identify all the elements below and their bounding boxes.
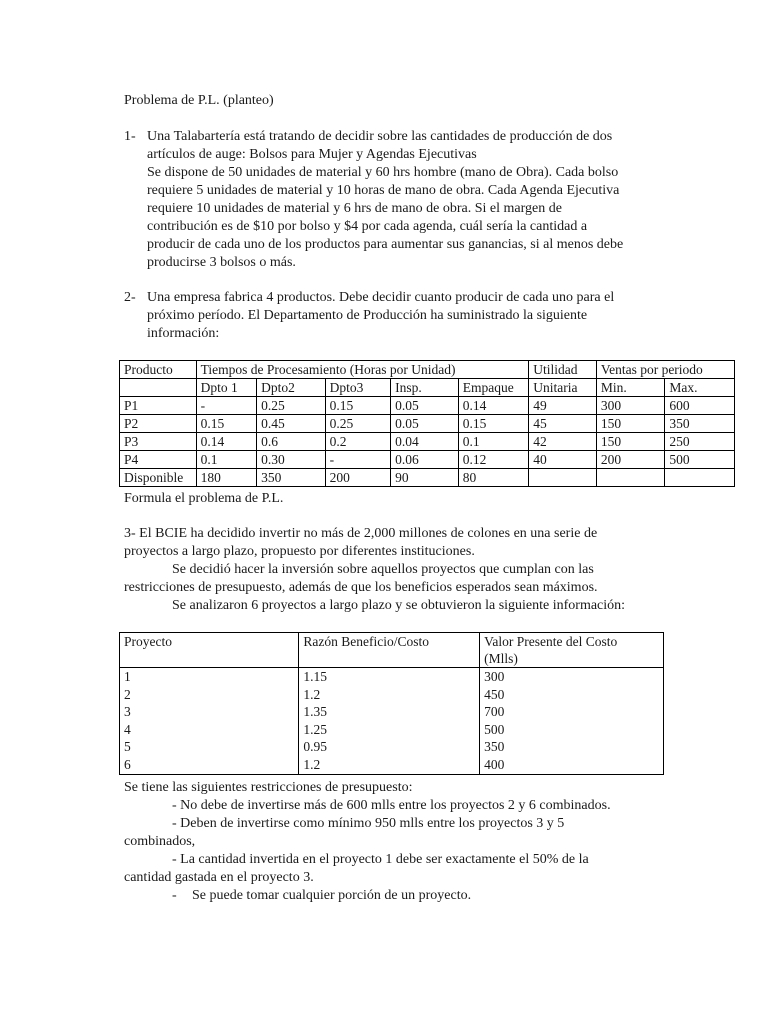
restriction-2: - Deben de invertirse como mínimo 950 mlls entre los proyectos 3 y 5 xyxy=(172,816,565,831)
table-cell: 42 xyxy=(529,433,597,451)
table-cell: 300 xyxy=(596,397,665,415)
table-cell: 0.12 xyxy=(458,451,529,469)
restriction-4-dash: - xyxy=(172,888,177,903)
table-row xyxy=(120,397,735,415)
table-cell: 1.15 xyxy=(303,669,328,684)
table-cell: 350 xyxy=(484,739,505,755)
restriction-2-cont: combinados, xyxy=(124,834,196,849)
problem-1-line: Una Talabartería está tratando de decidir sobre las cantidades de producción de dos xyxy=(147,129,613,144)
table-cell: 0.25 xyxy=(325,415,391,433)
header-producto: Producto xyxy=(120,361,197,379)
problem-1-line: requiere 10 unidades de material y 6 hrs de mano de obra. Si el margen de xyxy=(147,201,562,216)
problem-3-line: 3- El BCIE ha decidido invertir no más de 2,000 millones de colones en una serie de xyxy=(124,526,598,541)
table-cell: 1 xyxy=(124,669,131,684)
table-cell: 1.2 xyxy=(303,756,321,772)
restriction-1: - No debe de invertirse más de 600 mlls entre los proyectos 2 y 6 combinados. xyxy=(172,798,611,813)
table-cell: 500 xyxy=(484,721,505,737)
table-cell: 0.15 xyxy=(458,415,529,433)
problem-1-line: contribución es de $10 por bolso y $4 por cada agenda, cuál sería la cantidad a xyxy=(147,219,588,234)
header-valor-line: Valor Presente del Costo xyxy=(484,634,618,649)
header-ventas: Ventas por periodo xyxy=(596,361,734,379)
production-table xyxy=(119,360,735,487)
table-cell: P1 xyxy=(120,397,197,415)
projects-table xyxy=(119,632,664,775)
table-cell: - xyxy=(196,397,256,415)
problem-3-line: proyectos a largo plazo, propuesto por diferentes instituciones. xyxy=(124,544,475,559)
table-cell: 0.15 xyxy=(196,415,256,433)
table-cell: 0.25 xyxy=(257,397,326,415)
table-cell: 350 xyxy=(665,415,735,433)
table-cell: 180 xyxy=(196,469,256,487)
table-cell: Min. xyxy=(596,379,665,397)
table-cell xyxy=(120,379,197,397)
table-cell: 500 xyxy=(665,451,735,469)
table-cell: Dpto 1 xyxy=(196,379,256,397)
restriction-3: - La cantidad invertida en el proyecto 1 debe ser exactamente el 50% de la xyxy=(172,852,589,867)
table-cell: 3 xyxy=(124,704,131,720)
table-cell: P4 xyxy=(120,451,197,469)
table-cell: 300 xyxy=(484,669,505,684)
table-row xyxy=(120,433,735,451)
problem-2-line: Una empresa fabrica 4 productos. Debe decidir cuanto producir de cada uno para el xyxy=(147,290,615,305)
table-cell: Unitaria xyxy=(529,379,597,397)
problem-1-line: producirse 3 bolsos o más. xyxy=(147,255,296,270)
table-row xyxy=(120,415,735,433)
razon-column xyxy=(299,668,480,775)
valor-column xyxy=(480,668,664,775)
table-cell: 0.1 xyxy=(458,433,529,451)
problem-2-text xyxy=(124,289,664,343)
table-cell xyxy=(665,469,735,487)
table-cell: Dpto2 xyxy=(257,379,326,397)
table-cell: 0.45 xyxy=(257,415,326,433)
problem-2-line: próximo período. El Departamento de Producción ha suministrado la siguiente xyxy=(147,308,588,323)
problem-1-line: requiere 5 unidades de material y 10 horas de mano de obra. Cada Agenda Ejecutiva xyxy=(147,183,620,198)
table-cell: 0.06 xyxy=(391,451,459,469)
table-cell: 200 xyxy=(325,469,391,487)
problem-3-line: restricciones de presupuesto, además de que los beneficios esperados sean máximos. xyxy=(124,580,598,595)
header-valor xyxy=(480,633,664,668)
table-cell: Insp. xyxy=(391,379,459,397)
problem-2-line: información: xyxy=(147,326,220,341)
table-cell: P3 xyxy=(120,433,197,451)
table-row xyxy=(120,451,735,469)
table-cell: 350 xyxy=(257,469,326,487)
table-row xyxy=(120,469,735,487)
table-cell: 0.95 xyxy=(303,739,328,755)
table-cell: 0.1 xyxy=(196,451,256,469)
table-cell: 1.25 xyxy=(303,721,328,737)
table-cell: Disponible xyxy=(120,469,197,487)
table-header-row xyxy=(120,633,664,668)
table-cell: P2 xyxy=(120,415,197,433)
problem-1-line: artículos de auge: Bolsos para Mujer y Agendas Ejecutivas xyxy=(147,147,477,162)
header-valor-unit: (Mlls) xyxy=(484,651,518,666)
table-row xyxy=(120,668,664,775)
table-cell: 0.05 xyxy=(391,397,459,415)
table-cell: 0.14 xyxy=(196,433,256,451)
table-cell: 450 xyxy=(484,686,505,702)
problem-1-text xyxy=(124,128,664,272)
problem-1-line: Se dispone de 50 unidades de material y 60 hrs hombre (mano de Obra). Cada bolso xyxy=(147,165,619,180)
problem-2-footer: Formula el problema de P.L. xyxy=(124,491,284,506)
table-cell: 400 xyxy=(484,756,505,772)
table-cell: 150 xyxy=(596,415,665,433)
table-cell: 700 xyxy=(484,704,505,720)
table-cell: 200 xyxy=(596,451,665,469)
table-subheader-row xyxy=(120,379,735,397)
table-cell: 1.2 xyxy=(303,686,321,702)
header-proyecto: Proyecto xyxy=(120,633,299,668)
problem-1-line: producir de cada uno de los productos para aumentar sus ganancias, si al menos debe xyxy=(147,237,624,252)
problem-1-number: 1- xyxy=(124,129,136,144)
table-cell: 0.30 xyxy=(257,451,326,469)
problem-3-line: Se decidió hacer la inversión sobre aquellos proyectos que cumplan con las xyxy=(172,562,594,577)
table-cell: 600 xyxy=(665,397,735,415)
table-cell: - xyxy=(325,451,391,469)
header-tiempos: Tiempos de Procesamiento (Horas por Unidad) xyxy=(196,361,529,379)
table-cell: 49 xyxy=(529,397,597,415)
restrictions-title: Se tiene las siguientes restricciones de presupuesto: xyxy=(124,780,413,795)
page-title: Problema de P.L. (planteo) xyxy=(124,93,274,108)
table-header-row xyxy=(120,361,735,379)
problem-3 xyxy=(124,525,660,615)
restriction-3-cont: cantidad gastada en el proyecto 3. xyxy=(124,870,314,885)
table-cell: 90 xyxy=(391,469,459,487)
table-cell: 80 xyxy=(458,469,529,487)
table-cell xyxy=(596,469,665,487)
restriction-4 xyxy=(124,887,660,905)
table-cell: 4 xyxy=(124,721,131,737)
problem-1 xyxy=(124,128,664,272)
table-cell: 6 xyxy=(124,756,131,772)
problem-2-number: 2- xyxy=(124,290,136,305)
restrictions xyxy=(124,779,660,905)
table-cell: Dpto3 xyxy=(325,379,391,397)
table-cell: 2 xyxy=(124,686,131,702)
problem-3-line: Se analizaron 6 proyectos a largo plazo y se obtuvieron la siguiente información: xyxy=(172,598,626,613)
header-razon: Razón Beneficio/Costo xyxy=(299,633,480,668)
table-cell: 1.35 xyxy=(303,704,328,720)
table-cell: 0.15 xyxy=(325,397,391,415)
table-cell: 0.6 xyxy=(257,433,326,451)
problem-2 xyxy=(124,289,664,343)
restriction-4-text: Se puede tomar cualquier porción de un proyecto. xyxy=(192,888,472,903)
table-cell: 0.2 xyxy=(325,433,391,451)
table-cell: 40 xyxy=(529,451,597,469)
table-cell: Empaque xyxy=(458,379,529,397)
table-cell: 5 xyxy=(124,739,131,755)
table-cell: 150 xyxy=(596,433,665,451)
table-cell: 0.04 xyxy=(391,433,459,451)
table-cell: 250 xyxy=(665,433,735,451)
table-cell: 0.05 xyxy=(391,415,459,433)
header-utilidad: Utilidad xyxy=(529,361,597,379)
proyecto-column xyxy=(120,668,299,775)
table-cell xyxy=(529,469,597,487)
table-cell: 0.14 xyxy=(458,397,529,415)
table-cell: Max. xyxy=(665,379,735,397)
table-cell: 45 xyxy=(529,415,597,433)
